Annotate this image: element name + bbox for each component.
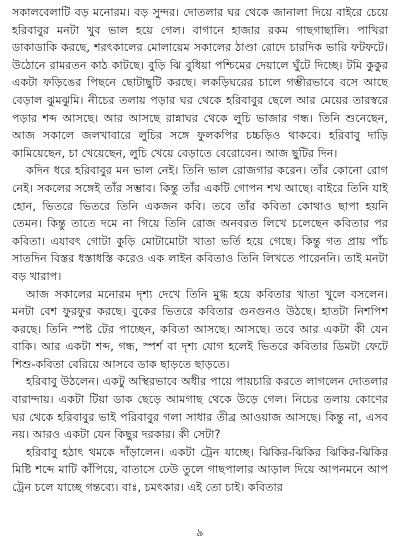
paragraph-5: হরিবাবু হঠাৎ থমকে দাঁড়ালেন। একটা ট্রেন যাচ্ছে। ঝিকির-ঝিকির ঝিকির-ঝিকির মিষ্টি শব্দে মাটি কাঁপিয়ে, বাতাসে ঢেউ তুলে গাছপালার আড়াল দিয়ে আপনমনে আপ ট্রেন চলে যাচ্ছে গন্তব্যে। বাঃ, চমৎকার। এই তো চাই। কবিতার — [12, 445, 388, 495]
page-number: ৯ — [196, 526, 204, 539]
page-body-text — [12, 4, 388, 497]
paragraph-1: সকালবেলাটি বড় মনোরম। বড় সুন্দর। দোতলার ঘর থেকে জানালা দিয়ে বাইরে চেয়ে হরিবাবুর মনটা খুব ভাল হয়ে গেল। বাগানে হাজার রকম গাছগাছালি। পাখিরা ডাকাডাকি করছে, শরৎকালের মোলায়েম সকালের ঠাণ্ডা রোদে চারদিক ভারি ফটফটে। উঠোনে রামরতন কাঠ কাটছে। বুড়ি ঝি বুধিয়া পশ্চিমের দেয়ালে ঘুঁটে দিচ্ছে। টমি কুকুর একটা ফড়িঙের পিছনে ছোটাছুটি করছে। লকড়িঘরের চালে গম্ভীরভাবে বসে আছে বেড়াল ঝুমঝুমি। নীচের তলায় পড়ার ঘর থেকে হরিবাবুর ছেলে আর মেয়ের তারস্বরে পড়ার শব্দ আসছে। আর আসছে রান্নাঘর থেকে লুচি ভাজার গন্ধ। তিনি শুনেছেন, আজ সকালে জলখাবারে লুচির সঙ্গে ফুলকপির চচ্চড়িও থাকবে। হরিবাবু দাড়ি কামিয়েছেন, চা খেয়েছেন, লুচি খেয়ে বেড়াতে বেরোবেন। আজ ছুটির দিন। — [12, 6, 388, 160]
paragraph-2: কদিন ধরে হরিবাবুর মন ভাল নেই। তিনি ভাল রোজগার করেন। তাঁর কোনো রোগ নেই। সকলের সঙ্গেই তাঁর সম্ভাব। কিন্তু তাঁর একটি গোপন শখ আছে। বাইরে তিনি যাই হোন, ভিতরে ভিতরে তিনি একজন কবি। তবে তাঁর কবিতা কোথাও ছাপা হয়নি তেমন। কিন্তু তাতে দমে না গিয়ে তিনি রোজ অনবরত লিখে চলেছেন কবিতার পর কবিতা। এযাবৎ গোটা কুড়ি মোটামোটা খাতা ভর্তি হয়ে গেছে। কিন্তু গত প্রায় পাঁচ সাতদিন বিস্তর ধস্তাধস্তি করেও এক লাইন কবিতাও তিনি লিখতে পারেননি। তাই মনটা বড় খারাপ। — [12, 164, 388, 283]
paragraph-4: হরিবাবু উঠলেন। একটু অস্থিরভাবে অধীর পায়ে পায়চারি করতে লাগলেন দোতলার বারান্দায়। একটা টিয়া ডাক ছেড়ে আমগাছ থেকে উড়ে গেল। নিচের তলায় কোণের ঘর থেকে হরিবাবুর ভাই পরিবাবুর গলা সাধার তীব্র আওয়াজ আসছে। কিন্তু না, এসব নয়। আরও একটা যেন কিছুর দরকার। কী সেটা? — [12, 375, 388, 442]
paragraph-3: আজ সকালের মনোরম দৃশ্য দেখে তিনি মুগ্ধ হয়ে কবিতার খাতা খুলে বসলেন। মনটা বেশ ফুরফুর করছে। বুকের ভিতরে কবিতার গুনগুনও উঠছে। হাতটা নিশপিশ করছে। তিনি স্পষ্ট টের পাচ্ছেন, কবিতা আসছে। আসছে। তবে আর একটা কী যেন বাকি। আর একটা শব্দ, গন্ধ, স্পর্শ বা দৃশ্য যোগ হলেই ভিতরে কবিতার ডিমটা ফেটে শিশু-কবিতা বেরিয়ে আসবে ডাক ছাড়তে ছাড়তে। — [12, 287, 388, 371]
